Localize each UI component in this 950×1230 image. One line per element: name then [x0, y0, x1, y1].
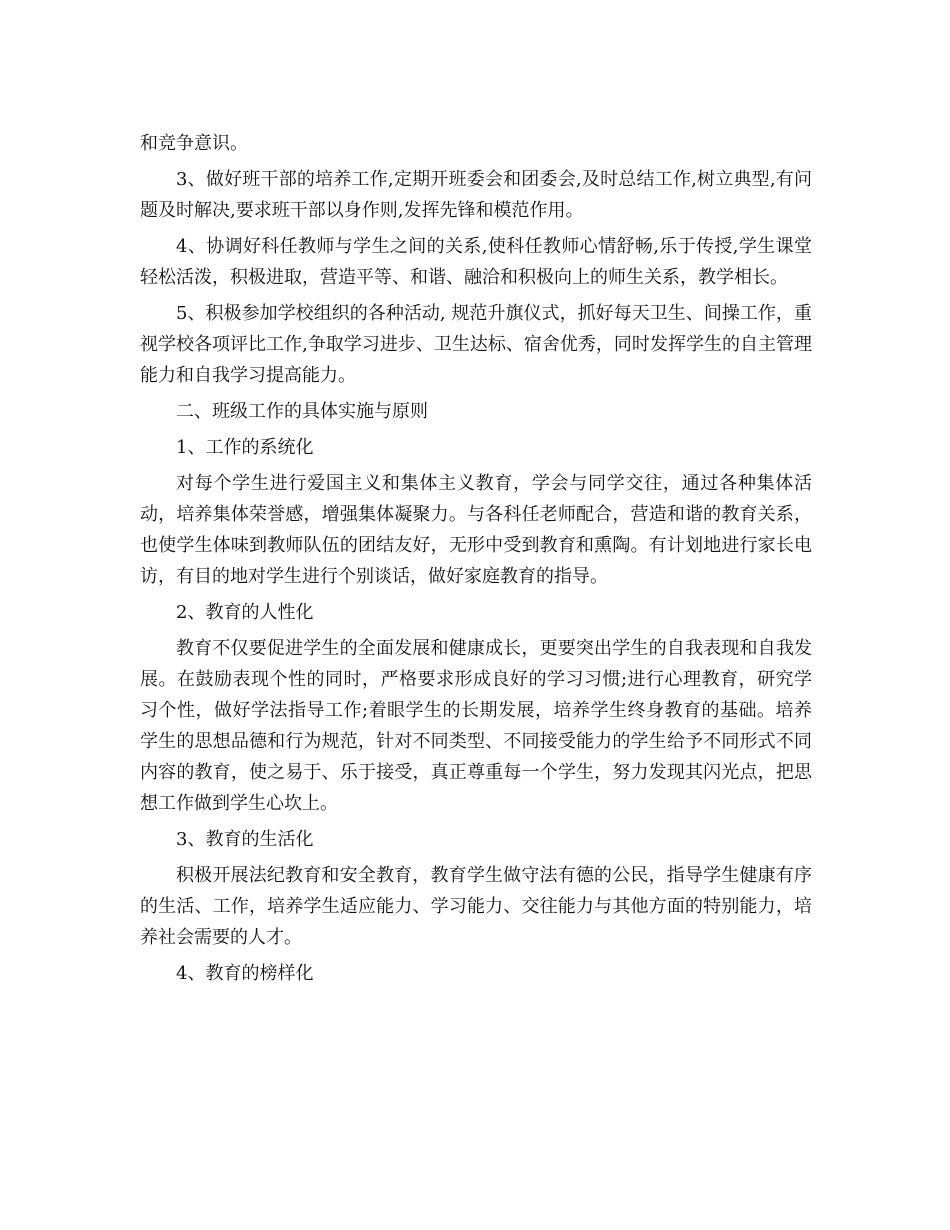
paragraph-humanization: 教育不仅要促进学生的全面发展和健康成长，更要突出学生的自我表现和自我发展。在鼓励表现个性的同时，严格要求形成良好的学习习惯;进行心理教育，研究学习个性，做好学法指导工作;着眼学生的长期发展，培养学生终身教育的基础。培养学生的思想品德和行为规范，针对不同类型、不同接受能力的学生给予不同形式不同内容的教育，使之易于、乐于接受，真正尊重每一个学生，努力发现其闪光点，把思想工作做到学生心坎上。	[140, 638, 812, 814]
subheading-humanization: 2、教育的人性化	[176, 602, 314, 623]
paragraph-item-5: 5、积极参加学校组织的各种活动, 规范升旗仪式，抓好每天卫生、间操工作，重视学校各项评比工作,争取学习进步、卫生达标、宿舍优秀，同时发挥学生的自主管理能力和自我学习提高能力。	[140, 303, 812, 386]
paragraph-systematization: 对每个学生进行爱国主义和集体主义教育，学会与同学交往，通过各种集体活动，培养集体荣誉感，增强集体凝聚力。与各科任老师配合，营造和谐的教育关系，也使学生体味到教师队伍的团结友好，无形中受到教育和熏陶。有计划地进行家长电访，有目的地对学生进行个别谈话，做好家庭教育的指导。	[140, 473, 812, 587]
paragraph-continuation: 和竞争意识。	[140, 133, 248, 154]
section-heading-2: 二、班级工作的具体实施与原则	[176, 401, 428, 422]
subheading-role-model: 4、教育的榜样化	[176, 963, 314, 984]
paragraph-item-4: 4、协调好科任教师与学生之间的关系,使科任教师心情舒畅,乐于传授,学生课堂轻松活泼，积极进取，营造平等、和谐、融洽和积极向上的师生关系，教学相长。	[140, 236, 812, 288]
subheading-systematization: 1、工作的系统化	[176, 437, 314, 458]
document-body	[140, 128, 812, 994]
subheading-life-orientation: 3、教育的生活化	[176, 829, 314, 850]
paragraph-item-3: 3、做好班干部的培养工作,定期开班委会和团委会,及时总结工作,树立典型,有问题及时解决,要求班干部以身作则,发挥先锋和模范作用。	[140, 169, 812, 221]
paragraph-life-orientation: 积极开展法纪教育和安全教育，教育学生做守法有德的公民，指导学生健康有序的生活、工作，培养学生适应能力、学习能力、交往能力与其他方面的特别能力，培养社会需要的人才。	[140, 865, 812, 948]
